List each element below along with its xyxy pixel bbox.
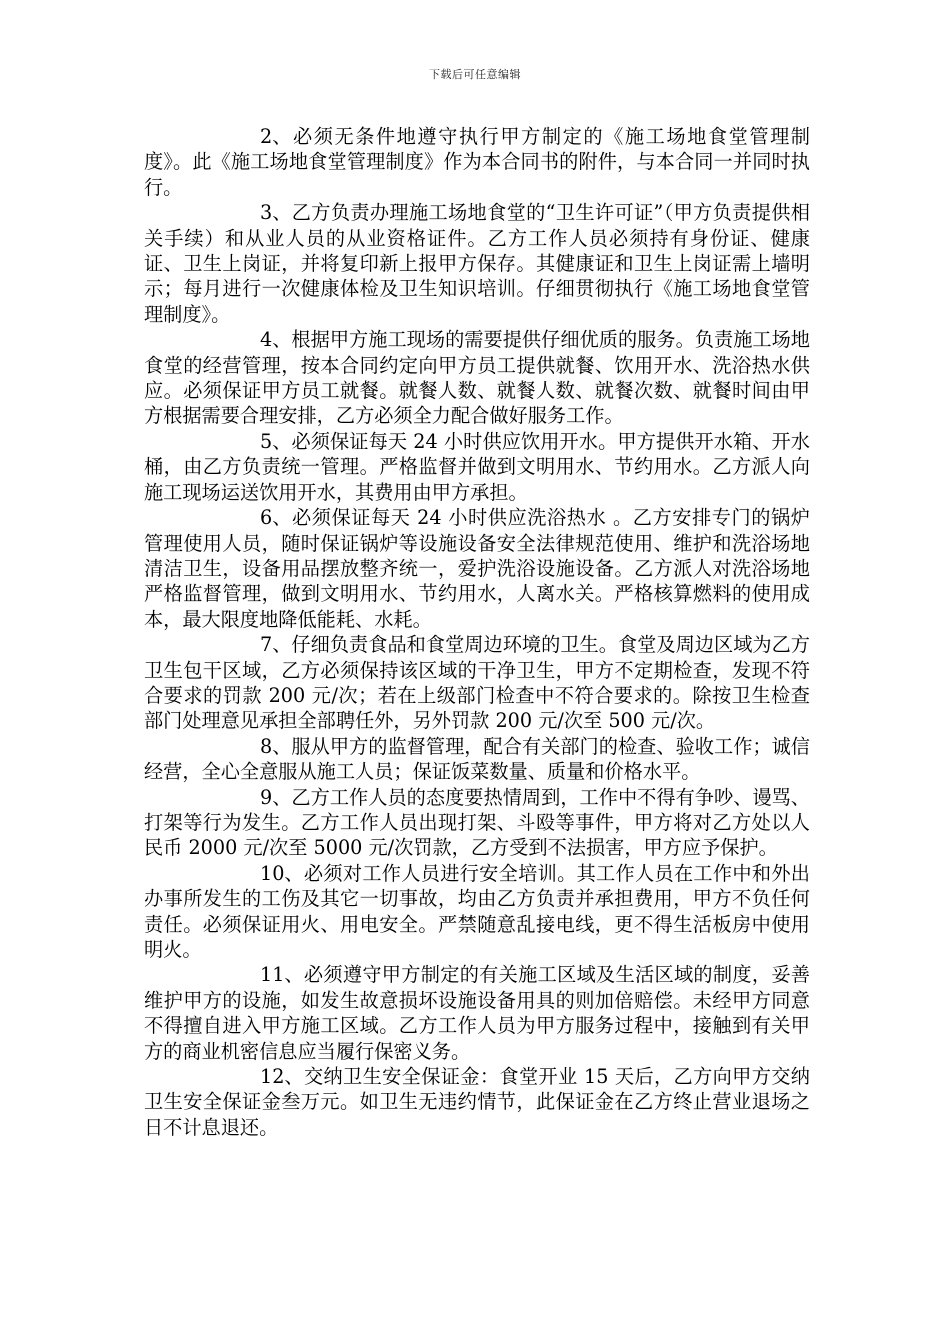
paragraph-number: 8、 xyxy=(260,734,292,758)
paragraph-number: 3、 xyxy=(260,201,292,225)
paragraph-5 xyxy=(144,429,810,505)
paragraph-number: 6、 xyxy=(260,506,292,530)
paragraph-number: 2、 xyxy=(260,125,292,148)
paragraph-number: 4、 xyxy=(260,328,292,352)
document-body xyxy=(144,124,810,1140)
paragraph-number: 5、 xyxy=(260,429,292,453)
paragraph-text: 必须无条件地遵守执行甲方制定的《施工场地食堂管理制度》。此《施工场地食堂管理制度》作为本合同书的附件，与本合同一并同时执行。 xyxy=(144,125,810,199)
paragraph-number: 9、 xyxy=(260,785,292,809)
paragraph-2 xyxy=(144,124,810,200)
paragraph-6 xyxy=(144,505,810,632)
paragraph-text: 乙方负责办理施工场地食堂的“卫生许可证”（甲方负责提供相关手续）和从业人员的从业资格证件。乙方工作人员必须持有身份证、健康证、卫生上岗证，并将复印新上报甲方保存。其健康证和卫生上岗证需上墙明示；每月进行一次健康体检及卫生知识培训。仔细贯彻执行《施工场地食堂管理制度》。 xyxy=(144,201,810,326)
paragraph-7 xyxy=(144,632,810,734)
paragraph-text: 必须保证每天 24 小时供应饮用开水。甲方提供开水箱、开水桶，由乙方负责统一管理。严格监督并做到文明用水、节约用水。乙方派人向施工现场运送饮用开水，其费用由甲方承担。 xyxy=(144,429,810,504)
paragraph-text: 交纳卫生安全保证金：食堂开业 15 天后，乙方向甲方交纳卫生安全保证金叁万元。如卫生无违约情节，此保证金在乙方终止营业退场之日不计息退还。 xyxy=(144,1065,810,1139)
paragraph-text: 必须遵守甲方制定的有关施工区域及生活区域的制度，妥善维护甲方的设施，如发生故意损坏设施设备用具的则加倍赔偿。未经甲方同意不得擅自进入甲方施工区域。乙方工作人员为甲方服务过程中，接触到有关甲方的商业机密信息应当履行保密义务。 xyxy=(144,963,810,1063)
paragraph-number: 11、 xyxy=(260,963,304,987)
paragraph-text: 仔细负责食品和食堂周边环境的卫生。食堂及周边区域为乙方卫生包干区域，乙方必须保持该区域的干净卫生，甲方不定期检查，发现不符合要求的罚款 200 元/次；若在上级部门检查中不符合要求的。除按卫生检查部门处理意见承担全部聘任外，另外罚款 200 元/次至 500 元/次。 xyxy=(144,633,810,733)
paragraph-text: 乙方工作人员的态度要热情周到，工作中不得有争吵、谩骂、打架等行为发生。乙方工作人员出现打架、斗殴等事件，甲方将对乙方处以人民币 2000 元/次至 5000 元/次罚款，乙方受到不法损害，甲方应予保护。 xyxy=(144,785,810,860)
paragraph-text: 服从甲方的监督管理，配合有关部门的检查、验收工作；诚信经营，全心全意服从施工人员；保证饭菜数量、质量和价格水平。 xyxy=(144,734,810,784)
paragraph-text: 根据甲方施工现场的需要提供仔细优质的服务。负责施工场地食堂的经营管理，按本合同约定向甲方员工提供就餐、饮用开水、洗浴热水供应。必须保证甲方员工就餐。就餐人数、就餐人数、就餐次数、就餐时间由甲方根据需要合理安排，乙方必须全力配合做好服务工作。 xyxy=(144,328,810,428)
paragraph-12 xyxy=(144,1064,810,1140)
paragraph-9 xyxy=(144,785,810,861)
paragraph-text: 必须保证每天 24 小时供应洗浴热水 。乙方安排专门的锅炉管理使用人员，随时保证锅炉等设施设备安全法律规范使用、维护和洗浴场地清洁卫生，设备用品摆放整齐统一，爱护洗浴设施设备。乙方派人对洗浴场地严格监督管理，做到文明用水、节约用水，人离水关。严格核算燃料的使用成本，最大限度地降低能耗、水耗。 xyxy=(144,506,810,631)
paragraph-text: 必须对工作人员进行安全培训。其工作人员在工作中和外出办事所发生的工伤及其它一切事故，均由乙方负责并承担费用，甲方不负任何责任。必须保证用火、用电安全。严禁随意乱接电线，更不得生活板房中使用明火。 xyxy=(144,861,810,961)
header-note: 下载后可任意编辑 xyxy=(429,68,521,81)
paragraph-number: 7、 xyxy=(260,633,292,657)
paragraph-3 xyxy=(144,200,810,327)
paragraph-number: 10、 xyxy=(260,861,304,885)
paragraph-number: 12、 xyxy=(260,1065,304,1089)
paragraph-8 xyxy=(144,734,810,785)
paragraph-4 xyxy=(144,327,810,429)
paragraph-10 xyxy=(144,861,810,963)
paragraph-11 xyxy=(144,962,810,1064)
